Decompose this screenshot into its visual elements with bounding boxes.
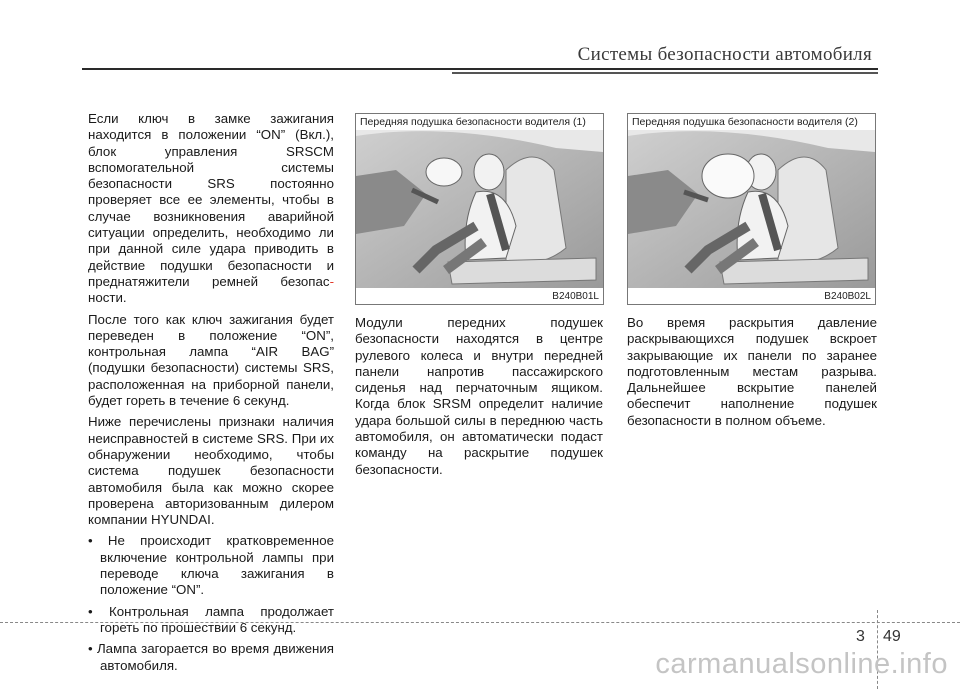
page-number: 49 xyxy=(883,628,901,645)
section-title: Системы безопасности автомобиля xyxy=(577,44,872,65)
figure-driver-airbag-2 xyxy=(627,113,876,305)
figure-driver-airbag-1 xyxy=(355,113,604,305)
paragraph-airbag-deployment: Во время раскрытия давление раскрывающихся подушек вскроет закрывающие их панели по заранее подготовленным местам разрыва. Дальнейшее вскрытие панелей обеспечит наполнение подушек безопасности в полном объеме. xyxy=(627,315,877,428)
header-rule xyxy=(82,68,878,74)
text-column-2 xyxy=(355,315,603,483)
watermark: carmanualsonline.info xyxy=(655,648,948,680)
hyphen-mark: - xyxy=(329,273,334,289)
paragraph-srs-check-end: ности. xyxy=(88,290,127,306)
figure-title: Передняя подушка безопасности водителя (1) xyxy=(360,116,586,128)
driver-airbag-deployed-illustration xyxy=(628,130,875,288)
text-column-3 xyxy=(627,315,877,434)
figure-title: Передняя подушка безопасности водителя (2) xyxy=(632,116,858,128)
list-item: • Лампа загорается во время движения автомобиля. xyxy=(88,641,334,673)
figure-code: B240B02L xyxy=(824,291,871,302)
list-item: • Контрольная лампа продолжает гореть по прошествии 6 секунд. xyxy=(88,603,334,635)
list-item: • Не происходит кратковременное включение контрольной лампы при переводе ключа зажигания в положение “ON”. xyxy=(88,533,334,598)
paragraph-srs-check xyxy=(88,111,334,307)
paragraph-srs-check-text: Если ключ в замке зажигания находится в положении “ON” (Вкл.), блок управления SRSCM вспомогательной системы безопасности SRS постоянно проверяет все ее элементы, чтобы в случае возникновения аварийной ситуации определить, необходимо ли при данной силе удара приводить в действие подушки безопасности и преднатяжители ремней безопас xyxy=(88,111,334,289)
figure-code: B240B01L xyxy=(552,291,599,302)
chapter-number: 3 xyxy=(856,628,865,645)
footer-rule xyxy=(0,622,960,624)
paragraph-airbag-modules: Модули передних подушек безопасности находятся в центре рулевого колеса и внутри передней панели напротив пассажирского сиденья над перчаточным ящиком. Когда блок SRSM определит наличие удара большой силы в переднюю часть автомобиля, он автоматически подаст команду на раскрытие подушек безопасности. xyxy=(355,315,603,477)
paragraph-malfunction: Ниже перечислены признаки наличия неисправностей в системе SRS. При их обнаружении необходимо, чтобы система подушек безопасности автомобиля была как можно скорее проверена авторизованным дилером компании HYUNDAI. xyxy=(88,414,334,528)
text-column-1 xyxy=(88,111,334,679)
driver-airbag-illustration xyxy=(356,130,603,288)
paragraph-airbag-lamp: После того как ключ зажигания будет переведен в положение “ON”, контрольная лампа “AIR BAG” (подушки безопасности) системы SRS, расположенная на приборной панели, будет гореть в течение 6 секунд. xyxy=(88,311,334,409)
